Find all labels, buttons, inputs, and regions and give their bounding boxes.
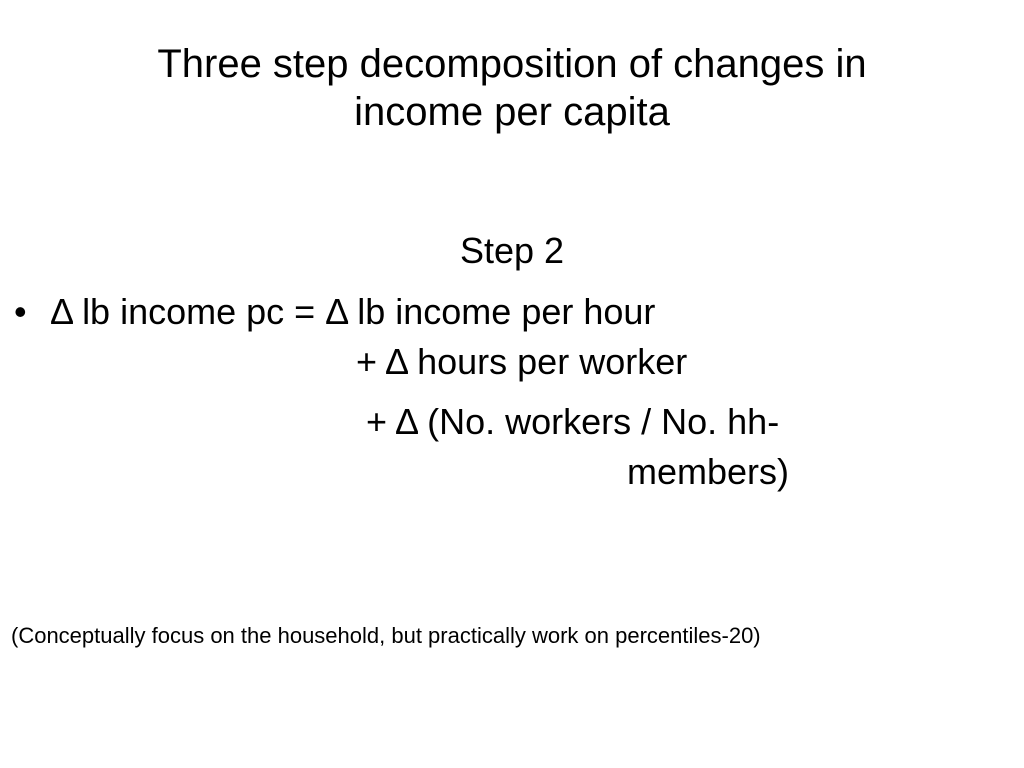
slide-title-line-1: Three step decomposition of changes in xyxy=(157,42,867,86)
step-heading: Step 2 xyxy=(459,230,565,271)
equation-line-1: Δ lb income pc = Δ lb income per hour xyxy=(50,291,656,332)
equation-line-2: + Δ hours per worker xyxy=(356,341,688,382)
equation-line-3: + Δ (No. workers / No. hh- xyxy=(366,401,780,442)
slide-title-line-2: income per capita xyxy=(354,90,670,134)
bullet-icon: • xyxy=(14,291,27,332)
equation-line-4: members) xyxy=(627,451,790,492)
footnote: (Conceptually focus on the household, but practically work on percentiles-20) xyxy=(11,623,761,648)
slide-title xyxy=(62,40,962,136)
